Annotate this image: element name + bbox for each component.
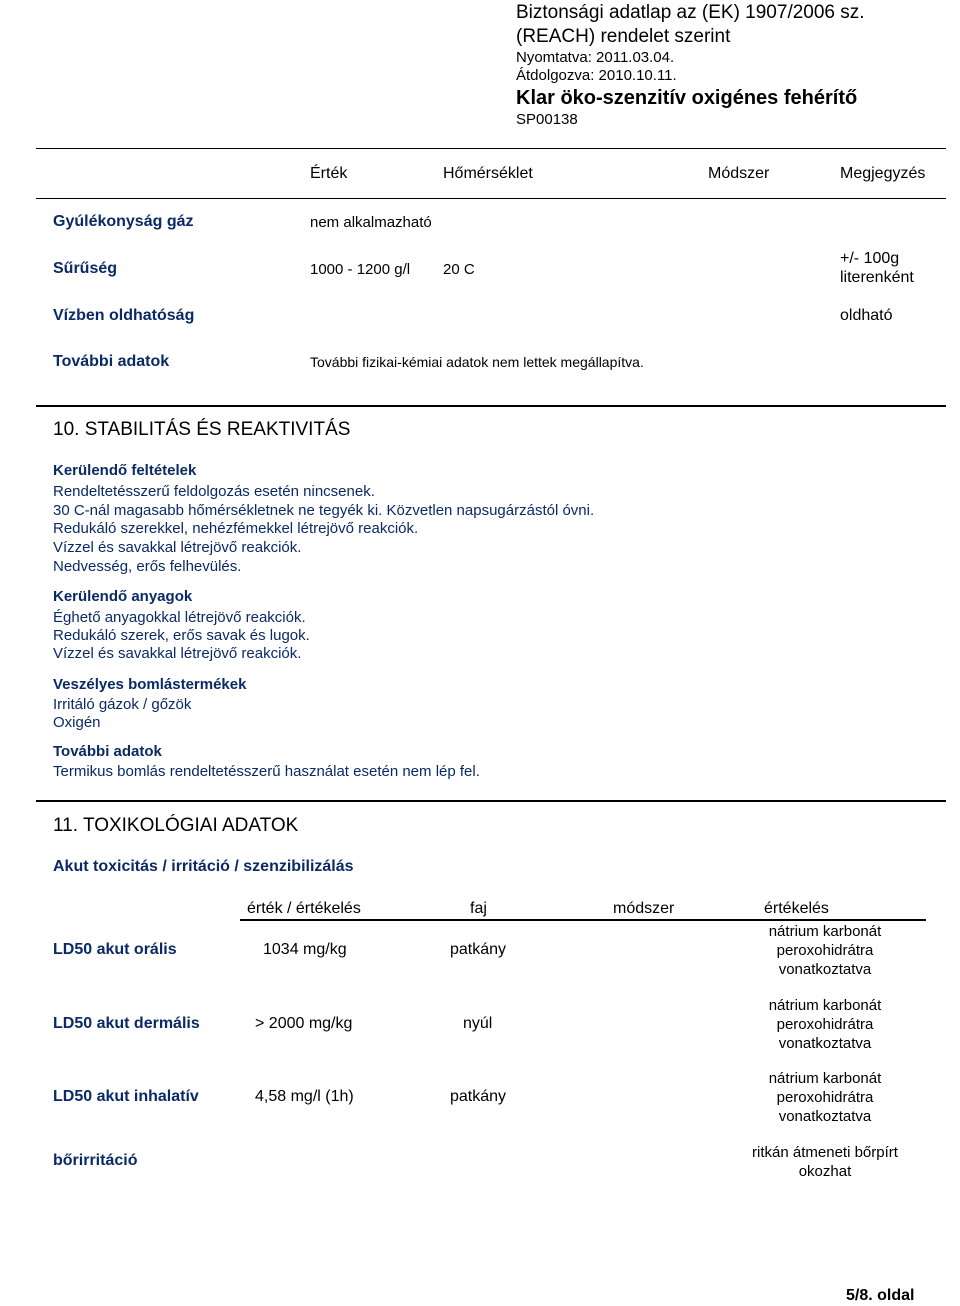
row-label-solubility: Vízben oldhatóság [53,307,195,324]
tox-col-evaluation: értékelés [764,900,829,917]
product-name: Klar öko-szenzitív oxigénes fehérítő [516,87,858,109]
flammability-value: nem alkalmazható [310,214,432,231]
section-divider [36,405,946,407]
col-remark: Megjegyzés [840,165,926,182]
decomposition-item: Oxigén [53,714,101,731]
row-label-additional: További adatok [53,353,170,370]
tox-col-value: érték / értékelés [247,900,361,917]
tox-row-label: LD50 akut dermális [53,1015,200,1032]
revised-date: Átdolgozva: 2010.10.11. [516,67,677,84]
section11-subtitle: Akut toxicitás / irritáció / szenzibilizálás [53,858,354,875]
row-label-density: Sűrűség [53,260,118,277]
avoid-material-item: Éghető anyagokkal létrejövő reakciók. [53,609,306,626]
table-divider [36,198,946,199]
avoid-condition-item: Rendeltetésszerű feldolgozás esetén nincsenek. [53,483,375,500]
density-note-2: literenként [840,269,914,286]
tox-col-method: módszer [613,900,675,917]
header-line2: (REACH) rendelet szerint [516,26,731,47]
tox-row-evaluation: ritkán átmeneti bőrpírt okozhat [752,1144,898,1180]
tox-header-underline [240,919,926,921]
solubility-note: oldható [840,307,893,324]
density-temperature: 20 C [443,261,475,278]
row-label-flammability: Gyúlékonyság gáz [53,213,194,230]
tox-row-label: LD50 akut orális [53,941,177,958]
col-method: Módszer [708,165,770,182]
tox-col-species: faj [470,900,487,917]
additional-info-value: További fizikai-kémiai adatok nem lettek megállapítva. [310,354,644,370]
page-number: 5/8. oldal [846,1287,915,1304]
tox-row-species: patkány [450,941,507,958]
tox-row-evaluation: nátrium karbonát peroxohidrátra vonatkoztatva [768,923,882,978]
avoid-conditions-title: Kerülendő feltételek [53,462,197,479]
printed-date: Nyomtatva: 2011.03.04. [516,49,675,66]
avoid-condition-item: Vízzel és savakkal létrejövő reakciók. [53,539,302,556]
header-divider [36,148,946,149]
product-code: SP00138 [516,111,578,128]
density-value: 1000 - 1200 g/l [310,261,411,278]
tox-row-value: 4,58 mg/l (1h) [255,1088,354,1105]
section10-additional-text: Termikus bomlás rendeltetésszerű használat esetén nem lép fel. [53,763,480,780]
avoid-materials-title: Kerülendő anyagok [53,588,193,605]
tox-row-species: nyúl [463,1015,493,1032]
avoid-material-item: Redukáló szerek, erős savak és lugok. [53,627,310,644]
avoid-material-item: Vízzel és savakkal létrejövő reakciók. [53,645,302,662]
tox-row-value: 1034 mg/kg [263,941,347,958]
decomposition-title: Veszélyes bomlástermékek [53,676,247,693]
avoid-condition-item: Nedvesség, erős felhevülés. [53,558,242,575]
avoid-condition-item: 30 C-nál magasabb hőmérsékletnek ne tegyék ki. Közvetlen napsugárzástól óvni. [53,502,595,519]
avoid-condition-item: Redukáló szerekkel, nehézfémekkel létrejövő reakciók. [53,520,419,537]
header-line1: Biztonsági adatlap az (EK) 1907/2006 sz. [516,2,865,23]
col-temperature: Hőmérséklet [443,165,533,182]
decomposition-item: Irritáló gázok / gőzök [53,696,192,713]
section10-title: 10. STABILITÁS ÉS REAKTIVITÁS [53,419,351,440]
tox-row-label: LD50 akut inhalatív [53,1088,199,1105]
section-divider [36,800,946,802]
tox-row-evaluation: nátrium karbonát peroxohidrátra vonatkoztatva [768,997,882,1052]
tox-row-species: patkány [450,1088,507,1105]
tox-row-value: > 2000 mg/kg [255,1015,353,1032]
density-note-1: +/- 100g [840,250,900,267]
section10-additional-title: További adatok [53,743,162,760]
col-value: Érték [310,165,348,182]
tox-row-label: bőrirritáció [53,1152,138,1169]
section11-title: 11. TOXIKOLÓGIAI ADATOK [53,815,299,836]
tox-row-evaluation: nátrium karbonát peroxohidrátra vonatkoztatva [768,1070,882,1125]
